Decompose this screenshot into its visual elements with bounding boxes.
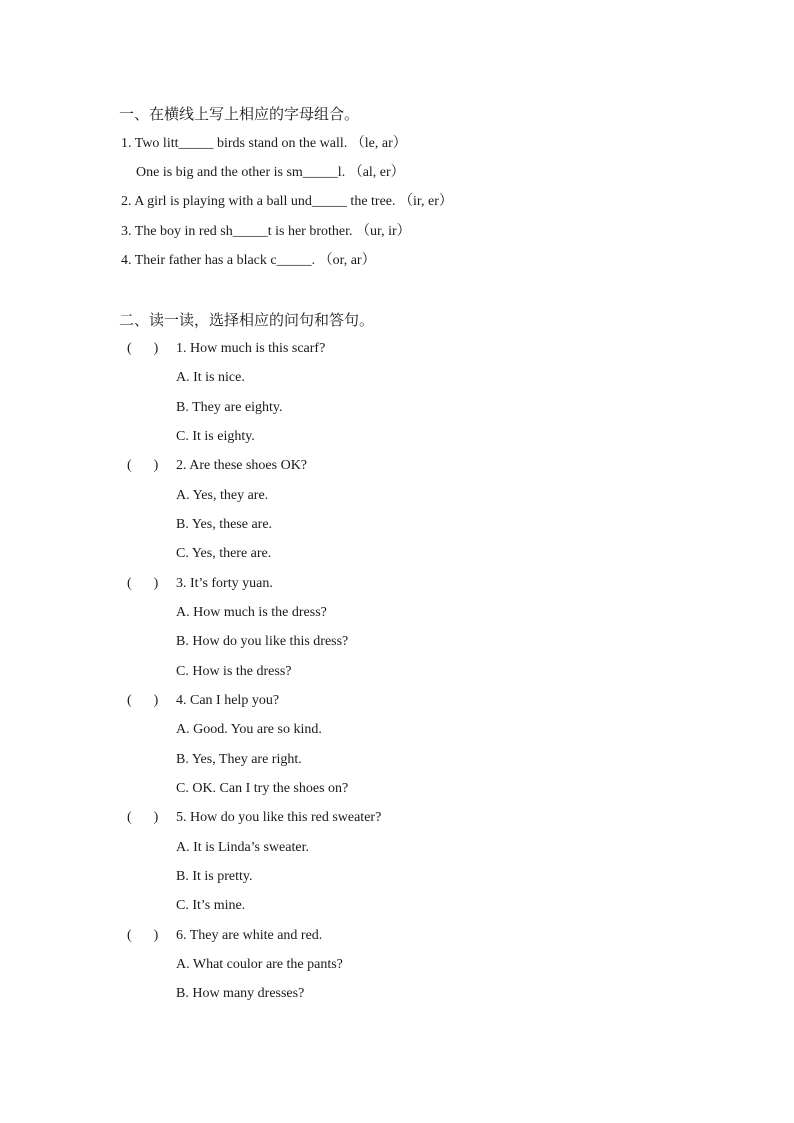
fill-in-line-5: 4. Their father has a black c_____. （or, ar） xyxy=(121,253,376,268)
question-3: 3. It’s forty yuan. xyxy=(176,576,273,591)
fill-in-line-4: 3. The boy in red sh_____t is her brother. （ur, ir） xyxy=(121,224,411,239)
answer-bracket-3[interactable]: ( ) xyxy=(127,576,159,591)
question-2-option-b: B. Yes, these are. xyxy=(176,517,273,532)
answer-bracket-2[interactable]: ( ) xyxy=(127,458,159,473)
question-3-option-b: B. How do you like this dress? xyxy=(176,634,349,649)
question-4-option-a: A. Good. You are so kind. xyxy=(176,722,322,737)
fill-in-line-3: 2. A girl is playing with a ball und_____ the tree. （ir, er） xyxy=(121,194,453,209)
question-5-option-b: B. It is pretty. xyxy=(176,869,253,884)
question-4: 4. Can I help you? xyxy=(176,693,280,708)
fill-in-line-2: One is big and the other is sm_____l. （al, er） xyxy=(136,165,405,180)
question-2: 2. Are these shoes OK? xyxy=(176,458,308,473)
question-2-option-a: A. Yes, they are. xyxy=(176,488,269,503)
question-2-option-c: C. Yes, there are. xyxy=(176,546,272,561)
question-5: 5. How do you like this red sweater? xyxy=(176,810,382,825)
section-1-heading: 一、在横线上写上相应的字母组合。 xyxy=(119,105,360,123)
question-1: 1. How much is this scarf? xyxy=(176,341,326,356)
answer-bracket-6[interactable]: ( ) xyxy=(127,928,159,943)
question-4-option-b: B. Yes, They are right. xyxy=(176,752,302,767)
answer-bracket-5[interactable]: ( ) xyxy=(127,810,159,825)
question-1-option-a: A. It is nice. xyxy=(176,370,245,385)
question-3-option-c: C. How is the dress? xyxy=(176,664,292,679)
question-6-option-b: B. How many dresses? xyxy=(176,986,305,1001)
question-4-option-c: C. OK. Can I try the shoes on? xyxy=(176,781,349,796)
answer-bracket-4[interactable]: ( ) xyxy=(127,693,159,708)
question-3-option-a: A. How much is the dress? xyxy=(176,605,327,620)
section-2-heading: 二、读一读，选择相应的问句和答句。 xyxy=(119,311,375,329)
question-1-option-c: C. It is eighty. xyxy=(176,429,255,444)
question-5-option-c: C. It’s mine. xyxy=(176,898,246,913)
question-6: 6. They are white and red. xyxy=(176,928,323,943)
question-5-option-a: A. It is Linda’s sweater. xyxy=(176,840,309,855)
answer-bracket-1[interactable]: ( ) xyxy=(127,341,159,356)
fill-in-line-1: 1. Two litt_____ birds stand on the wall. （le, ar） xyxy=(121,136,407,151)
question-1-option-b: B. They are eighty. xyxy=(176,400,283,415)
question-6-option-a: A. What coulor are the pants? xyxy=(176,957,343,972)
